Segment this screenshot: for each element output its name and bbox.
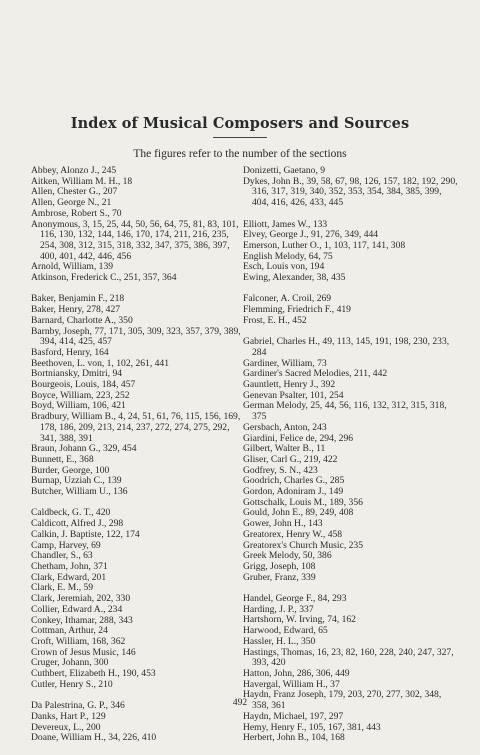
index-entry: Clark, E. M., 59 (31, 582, 94, 594)
index-entry: Ewing, Alexander, 38, 435 (243, 272, 346, 284)
index-entry: Boyd, William, 106, 421 (31, 400, 126, 412)
index-entry: Gliser, Carl G., 219, 422 (243, 453, 338, 465)
left-column (31, 166, 243, 755)
index-entry: Gauntlett, Henry J., 392 (243, 379, 336, 391)
index-entry: Elliott, James W., 133 (243, 218, 328, 230)
index-group (243, 337, 458, 583)
index-entry: Haydn, Franz Joseph, 179, 203, 270, 277, 302, 348, 358, 361 (243, 689, 442, 712)
index-entry: Baker, Henry, 278, 427 (31, 304, 121, 316)
index-entry: Cuthbert, Elizabeth H., 190, 453 (31, 668, 156, 680)
page-subtitle: The figures refer to the number of the sections (133, 148, 347, 160)
index-entry: Baker, Benjamin F., 218 (31, 293, 125, 305)
index-entry: Gardiner's Sacred Melodies, 211, 442 (243, 368, 388, 380)
index-entry: Haydn, Michael, 197, 297 (243, 710, 344, 722)
index-group (243, 220, 458, 284)
index-group (243, 166, 458, 209)
index-entry: Cottman, Arthur, 24 (31, 625, 108, 637)
index-entry: Camp, Harvey, 69 (31, 539, 101, 551)
index-entry: Hastings, Thomas, 16, 23, 82, 160, 228, 240, 247, 327, 393, 420 (243, 646, 454, 669)
index-group (243, 294, 458, 326)
index-entry: Hartshorn, W. Irving, 74, 162 (243, 614, 356, 626)
index-entry: Hemy, Henry F., 105, 167, 381, 443 (243, 721, 381, 733)
index-group (31, 166, 243, 284)
index-entry: Burder, George, 100 (31, 464, 110, 476)
index-entry: Godfrey, S. N., 423 (243, 464, 318, 476)
index-entry: Gottschalk, Louis M., 189, 356 (243, 496, 363, 508)
index-entry: Frost, E. H., 452 (243, 314, 307, 326)
index-entry: Handel, George F., 84, 293 (243, 593, 347, 605)
index-entry: Chandler, S., 63 (31, 550, 93, 562)
index-entry: Atkinson, Frederick C., 251, 357, 364 (31, 272, 177, 284)
index-entry: Greek Melody, 50, 386 (243, 550, 332, 562)
title-rule (213, 137, 267, 138)
index-group (31, 294, 243, 497)
index-entry: Gruber, Franz, 339 (243, 571, 316, 583)
index-entry: Genevan Psalter, 101, 254 (243, 389, 344, 401)
index-entry: Dykes, John B., 39, 58, 67, 98, 126, 157, 182, 192, 290, 316, 317, 319, 340, 352, 353, 354, 384, 385, 399, 404, 416, 426, 433, 445 (243, 175, 458, 209)
index-entry: Collier, Edward A., 234 (31, 603, 123, 615)
index-entry: Esch, Louis von, 194 (243, 261, 325, 273)
index-entry: Falconer, A. Croil, 269 (243, 293, 332, 305)
index-entry: Da Palestrina, G. P., 346 (31, 700, 125, 712)
index-entry: Hatton, John, 286, 306, 449 (243, 667, 350, 679)
index-entry: Donizetti, Gaetano, 9 (243, 165, 326, 176)
index-entry: Bortniansky, Dmitri, 94 (31, 368, 123, 380)
index-entry: Emerson, Luther O., 1, 103, 117, 141, 308 (243, 239, 406, 251)
index-entry: Gordon, Adoniram J., 149 (243, 486, 344, 498)
index-entry: Gower, John H., 143 (243, 518, 323, 530)
index-entry: Caldbeck, G. T., 420 (31, 507, 111, 519)
index-entry: Gardiner, William, 73 (243, 357, 327, 369)
index-entry: Bourgeois, Louis, 184, 457 (31, 379, 136, 391)
index-entry: Clark, Jeremiah, 202, 330 (31, 593, 131, 605)
index-entry: Braun, Johann G., 329, 454 (31, 443, 137, 455)
index-entry: Allen, Chester G., 207 (31, 186, 118, 198)
index-entry: Gould, John E., 89, 249, 408 (243, 507, 354, 519)
index-entry: Butcher, William U., 136 (31, 486, 128, 498)
index-entry: Bunnett, E., 368 (31, 453, 94, 465)
index-entry: Greatorex's Church Music, 235 (243, 539, 364, 551)
index-entry: Herbert, John B., 104, 168 (243, 732, 345, 744)
index-entry: Bradbury, William B., 4, 24, 51, 61, 76, 115, 156, 169, 178, 186, 209, 213, 214, 237, 272, 274, 275, 292, 341, 388, 391 (31, 411, 241, 444)
index-entry: Caldicott, Alfred J., 298 (31, 518, 124, 530)
index-entry: Clark, Edward, 201 (31, 571, 107, 583)
index-entry: Beethoven, L. von, 1, 102, 261, 441 (31, 357, 170, 369)
index-entry: Calkin, J. Baptiste, 122, 174 (31, 528, 140, 540)
index-entry: Hassler, H. L., 350 (243, 635, 316, 647)
index-entry: Cutler, Henry S., 210 (31, 678, 113, 690)
index-entry: Danks, Hart P., 129 (31, 710, 106, 722)
index-entry: Gersbach, Anton, 243 (243, 421, 327, 433)
index-entry: Harwood, Edward, 65 (243, 625, 328, 637)
index-entry: Ambrose, Robert S., 70 (31, 207, 122, 219)
index-entry: Basford, Henry, 164 (31, 346, 109, 358)
right-column (243, 166, 458, 755)
index-entry: Doane, William H., 34, 226, 410 (31, 732, 157, 744)
index-entry: Devereux, L., 200 (31, 721, 101, 733)
index-entry: Goodrich, Charles G., 285 (243, 475, 345, 487)
index-entry: Boyce, William, 223, 252 (31, 389, 130, 401)
index-entry: Harding, J. P., 337 (243, 603, 314, 615)
index-entry: Havergal, William H., 37 (243, 678, 340, 690)
page-number: 492 (232, 698, 248, 708)
index-entry: Conkey, Ithamar, 288, 343 (31, 614, 133, 626)
index-entry: Elvey, George J., 91, 276, 349, 444 (243, 229, 379, 241)
index-entry: Croft, William, 168, 362 (31, 635, 126, 647)
index-entry: English Melody, 64, 75 (243, 250, 333, 262)
index-group (243, 594, 458, 744)
index-entry: German Melody, 25, 44, 56, 116, 132, 312, 315, 318, 375 (243, 400, 447, 423)
index-entry: Allen, George N., 21 (31, 197, 112, 209)
index-entry: Grigg, Joseph, 108 (243, 560, 316, 572)
index-entry: Burnap, Uzziah C., 139 (31, 475, 122, 487)
index-entry: Flemming, Friedrich F., 419 (243, 304, 351, 316)
index-entry: Arnold, William, 139 (31, 261, 114, 273)
index-entry: Barnard, Charlotte A., 350 (31, 314, 133, 326)
index-entry: Cruger, Johann, 300 (31, 657, 109, 669)
index-entry: Aitken, William M. H., 18 (31, 175, 133, 187)
index-entry: Gabriel, Charles H., 49, 113, 145, 191, 198, 230, 233, 284 (243, 336, 450, 358)
index-group (31, 508, 243, 690)
page-title: Index of Musical Composers and Sources (70, 115, 410, 132)
index-entry: Barnby, Joseph, 77, 171, 305, 309, 323, 357, 379, 389, 394, 414, 425, 457 (31, 325, 241, 348)
index-entry: Anonymous, 3, 15, 25, 44, 50, 56, 64, 75, 81, 83, 101, 116, 130, 132, 144, 146, 170, 174, 211, 216, 235, 254, 308, 312, 315, 318, 332, 347, 375, 386, 397, 400, 401, 442, 446, 456 (31, 218, 239, 262)
index-entry: Chetham, John, 371 (31, 560, 108, 572)
index-entry: Gilbert, Walter B., 11 (243, 443, 326, 455)
index-entry: Abbey, Alonzo J., 245 (31, 165, 117, 176)
index-entry: Greatorex, Henry W., 458 (243, 528, 343, 540)
index-entry: Giardini, Felice de, 294, 296 (243, 432, 354, 444)
index-entry: Crown of Jesus Music, 146 (31, 646, 136, 658)
